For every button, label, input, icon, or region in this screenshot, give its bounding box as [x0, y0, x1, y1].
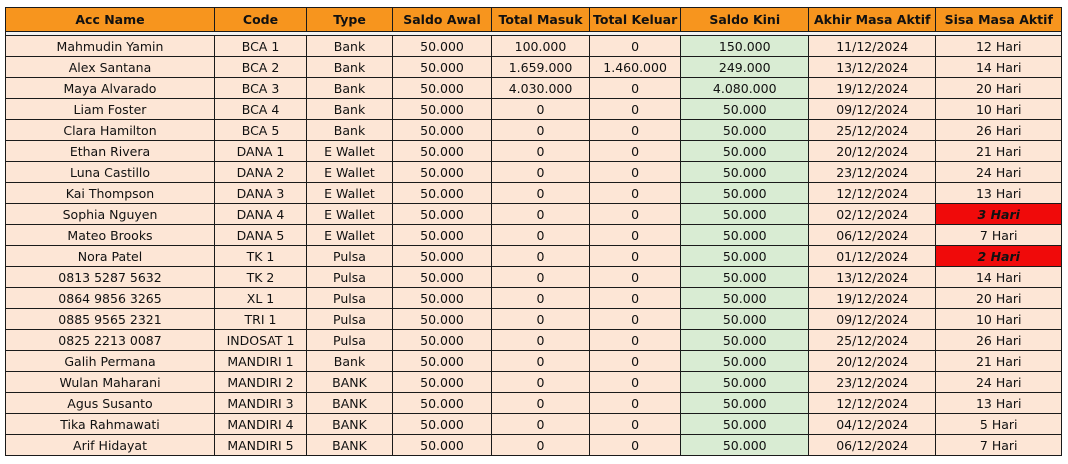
- cell-total-masuk[interactable]: 0: [492, 225, 590, 246]
- cell-saldo-awal[interactable]: 50.000: [393, 246, 492, 267]
- cell-total-masuk[interactable]: 0: [492, 309, 590, 330]
- cell-total-masuk[interactable]: 0: [492, 246, 590, 267]
- cell-sisa-masa-aktif[interactable]: 13 Hari: [936, 393, 1062, 414]
- cell-akhir-masa-aktif[interactable]: 25/12/2024: [809, 120, 936, 141]
- cell-total-masuk[interactable]: 0: [492, 393, 590, 414]
- cell-saldo-awal[interactable]: 50.000: [393, 372, 492, 393]
- cell-acc-name[interactable]: 0864 9856 3265: [6, 288, 215, 309]
- table-row: [6, 183, 1062, 204]
- cell-sisa-masa-aktif[interactable]: 20 Hari: [936, 78, 1062, 99]
- cell-total-keluar[interactable]: 0: [590, 435, 681, 456]
- cell-saldo-kini[interactable]: 50.000: [681, 120, 809, 141]
- cell-code[interactable]: DANA 1: [215, 141, 307, 162]
- cell-saldo-kini[interactable]: 50.000: [681, 414, 809, 435]
- cell-saldo-awal[interactable]: 50.000: [393, 330, 492, 351]
- header-code[interactable]: Code: [215, 8, 307, 32]
- cell-sisa-masa-aktif[interactable]: 10 Hari: [936, 309, 1062, 330]
- cell-sisa-masa-aktif[interactable]: 26 Hari: [936, 120, 1062, 141]
- cell-total-keluar[interactable]: 0: [590, 162, 681, 183]
- cell-type[interactable]: Bank: [307, 351, 393, 372]
- cell-saldo-awal[interactable]: 50.000: [393, 225, 492, 246]
- cell-akhir-masa-aktif[interactable]: 23/12/2024: [809, 372, 936, 393]
- cell-sisa-masa-aktif[interactable]: 26 Hari: [936, 330, 1062, 351]
- cell-total-keluar[interactable]: 0: [590, 78, 681, 99]
- cell-type[interactable]: Bank: [307, 36, 393, 57]
- cell-total-masuk[interactable]: 0: [492, 435, 590, 456]
- cell-saldo-awal[interactable]: 50.000: [393, 120, 492, 141]
- cell-total-masuk[interactable]: 0: [492, 141, 590, 162]
- cell-sisa-masa-aktif[interactable]: 21 Hari: [936, 141, 1062, 162]
- cell-saldo-kini[interactable]: 150.000: [681, 36, 809, 57]
- cell-saldo-awal[interactable]: 50.000: [393, 435, 492, 456]
- table-row: [6, 393, 1062, 414]
- cell-saldo-awal[interactable]: 50.000: [393, 351, 492, 372]
- cell-type[interactable]: E Wallet: [307, 141, 393, 162]
- cell-saldo-awal[interactable]: 50.000: [393, 204, 492, 225]
- cell-sisa-masa-aktif[interactable]: 24 Hari: [936, 372, 1062, 393]
- cell-saldo-awal[interactable]: 50.000: [393, 393, 492, 414]
- cell-type[interactable]: BANK: [307, 414, 393, 435]
- cell-saldo-kini[interactable]: 50.000: [681, 372, 809, 393]
- cell-type[interactable]: Bank: [307, 78, 393, 99]
- cell-saldo-awal[interactable]: 50.000: [393, 57, 492, 78]
- cell-total-masuk[interactable]: 0: [492, 351, 590, 372]
- table-row: [6, 162, 1062, 183]
- cell-saldo-awal[interactable]: 50.000: [393, 267, 492, 288]
- cell-acc-name[interactable]: Kai Thompson: [6, 183, 215, 204]
- cell-total-masuk[interactable]: 0: [492, 414, 590, 435]
- table-row: [6, 372, 1062, 393]
- cell-acc-name[interactable]: Maya Alvarado: [6, 78, 215, 99]
- cell-saldo-kini[interactable]: 50.000: [681, 204, 809, 225]
- table-row: [6, 414, 1062, 435]
- cell-akhir-masa-aktif[interactable]: 02/12/2024: [809, 204, 936, 225]
- cell-type[interactable]: E Wallet: [307, 204, 393, 225]
- cell-code[interactable]: MANDIRI 2: [215, 372, 307, 393]
- cell-code[interactable]: MANDIRI 5: [215, 435, 307, 456]
- cell-code[interactable]: TK 1: [215, 246, 307, 267]
- header-total-keluar[interactable]: Total Keluar: [590, 8, 681, 32]
- cell-saldo-kini[interactable]: 50.000: [681, 162, 809, 183]
- cell-saldo-kini[interactable]: 50.000: [681, 183, 809, 204]
- header-sisa-masa-aktif[interactable]: Sisa Masa Aktif: [936, 8, 1062, 32]
- cell-saldo-awal[interactable]: 50.000: [393, 414, 492, 435]
- cell-code[interactable]: DANA 2: [215, 162, 307, 183]
- cell-saldo-awal[interactable]: 50.000: [393, 36, 492, 57]
- cell-acc-name[interactable]: Arif Hidayat: [6, 435, 215, 456]
- cell-type[interactable]: Bank: [307, 99, 393, 120]
- cell-total-keluar[interactable]: 0: [590, 183, 681, 204]
- cell-acc-name[interactable]: Mahmudin Yamin: [6, 36, 215, 57]
- cell-sisa-masa-aktif[interactable]: 21 Hari: [936, 351, 1062, 372]
- table-row: [6, 246, 1062, 267]
- cell-acc-name[interactable]: Liam Foster: [6, 99, 215, 120]
- cell-saldo-kini[interactable]: 249.000: [681, 57, 809, 78]
- cell-code[interactable]: MANDIRI 1: [215, 351, 307, 372]
- cell-akhir-masa-aktif[interactable]: 09/12/2024: [809, 309, 936, 330]
- cell-saldo-kini[interactable]: 50.000: [681, 309, 809, 330]
- cell-akhir-masa-aktif[interactable]: 01/12/2024: [809, 246, 936, 267]
- bottom-margin: [0, 457, 1068, 464]
- cell-code[interactable]: BCA 4: [215, 99, 307, 120]
- cell-total-keluar[interactable]: 0: [590, 414, 681, 435]
- cell-total-masuk[interactable]: 1.659.000: [492, 57, 590, 78]
- cell-saldo-kini[interactable]: 50.000: [681, 393, 809, 414]
- cell-total-keluar[interactable]: 0: [590, 393, 681, 414]
- cell-akhir-masa-aktif[interactable]: 20/12/2024: [809, 141, 936, 162]
- cell-saldo-kini[interactable]: 50.000: [681, 330, 809, 351]
- table-row: [6, 141, 1062, 162]
- cell-code[interactable]: XL 1: [215, 288, 307, 309]
- cell-code[interactable]: DANA 5: [215, 225, 307, 246]
- cell-sisa-masa-aktif[interactable]: 14 Hari: [936, 267, 1062, 288]
- cell-code[interactable]: BCA 1: [215, 36, 307, 57]
- cell-total-masuk[interactable]: 0: [492, 372, 590, 393]
- table-row: [6, 120, 1062, 141]
- table-row: [6, 351, 1062, 372]
- cell-acc-name[interactable]: Agus Susanto: [6, 393, 215, 414]
- cell-akhir-masa-aktif[interactable]: 06/12/2024: [809, 435, 936, 456]
- cell-acc-name[interactable]: Clara Hamilton: [6, 120, 215, 141]
- cell-akhir-masa-aktif[interactable]: 09/12/2024: [809, 99, 936, 120]
- cell-akhir-masa-aktif[interactable]: 13/12/2024: [809, 57, 936, 78]
- cell-type[interactable]: Bank: [307, 120, 393, 141]
- cell-total-keluar[interactable]: 0: [590, 204, 681, 225]
- cell-total-keluar[interactable]: 0: [590, 309, 681, 330]
- header-saldo-kini[interactable]: Saldo Kini: [681, 8, 809, 32]
- cell-type[interactable]: Pulsa: [307, 288, 393, 309]
- table-row: [6, 435, 1062, 456]
- cell-type[interactable]: BANK: [307, 435, 393, 456]
- cell-saldo-kini[interactable]: 50.000: [681, 351, 809, 372]
- cell-total-keluar[interactable]: 0: [590, 372, 681, 393]
- header-type[interactable]: Type: [307, 8, 393, 32]
- cell-total-masuk[interactable]: 0: [492, 183, 590, 204]
- cell-type[interactable]: E Wallet: [307, 162, 393, 183]
- cell-type[interactable]: BANK: [307, 393, 393, 414]
- cell-saldo-kini[interactable]: 50.000: [681, 225, 809, 246]
- table-row: [6, 36, 1062, 57]
- header-saldo-awal[interactable]: Saldo Awal: [393, 8, 492, 32]
- cell-saldo-kini[interactable]: 50.000: [681, 267, 809, 288]
- cell-sisa-masa-aktif[interactable]: 14 Hari: [936, 57, 1062, 78]
- cell-acc-name[interactable]: Nora Patel: [6, 246, 215, 267]
- cell-code[interactable]: BCA 2: [215, 57, 307, 78]
- header-row: [6, 8, 1062, 32]
- table-row: [6, 204, 1062, 225]
- cell-acc-name[interactable]: Mateo Brooks: [6, 225, 215, 246]
- cell-saldo-awal[interactable]: 50.000: [393, 288, 492, 309]
- cell-total-keluar[interactable]: 0: [590, 99, 681, 120]
- cell-total-masuk[interactable]: 0: [492, 330, 590, 351]
- cell-total-masuk[interactable]: 0: [492, 267, 590, 288]
- cell-akhir-masa-aktif[interactable]: 12/12/2024: [809, 393, 936, 414]
- header-total-masuk[interactable]: Total Masuk: [492, 8, 590, 32]
- cell-akhir-masa-aktif[interactable]: 12/12/2024: [809, 183, 936, 204]
- cell-akhir-masa-aktif[interactable]: 04/12/2024: [809, 414, 936, 435]
- header-akhir-masa-aktif[interactable]: Akhir Masa Aktif: [809, 8, 936, 32]
- header-acc-name[interactable]: Acc Name: [6, 8, 215, 32]
- cell-type[interactable]: BANK: [307, 372, 393, 393]
- cell-total-masuk[interactable]: 0: [492, 288, 590, 309]
- cell-type[interactable]: Pulsa: [307, 309, 393, 330]
- accounts-table: [5, 7, 1062, 456]
- cell-sisa-masa-aktif[interactable]: 2 Hari: [936, 246, 1062, 267]
- cell-type[interactable]: Pulsa: [307, 246, 393, 267]
- cell-acc-name[interactable]: Tika Rahmawati: [6, 414, 215, 435]
- cell-saldo-awal[interactable]: 50.000: [393, 162, 492, 183]
- cell-code[interactable]: TRI 1: [215, 309, 307, 330]
- table-row: [6, 330, 1062, 351]
- cell-sisa-masa-aktif[interactable]: 7 Hari: [936, 225, 1062, 246]
- cell-code[interactable]: DANA 4: [215, 204, 307, 225]
- cell-acc-name[interactable]: Ethan Rivera: [6, 141, 215, 162]
- cell-total-keluar[interactable]: 0: [590, 36, 681, 57]
- table-row: [6, 57, 1062, 78]
- cell-saldo-kini[interactable]: 50.000: [681, 435, 809, 456]
- cell-code[interactable]: DANA 3: [215, 183, 307, 204]
- cell-total-keluar[interactable]: 0: [590, 225, 681, 246]
- cell-total-masuk[interactable]: 0: [492, 204, 590, 225]
- cell-type[interactable]: E Wallet: [307, 183, 393, 204]
- table-row: [6, 267, 1062, 288]
- table-row: [6, 78, 1062, 99]
- cell-saldo-kini[interactable]: 4.080.000: [681, 78, 809, 99]
- cell-saldo-awal[interactable]: 50.000: [393, 141, 492, 162]
- cell-total-masuk[interactable]: 0: [492, 162, 590, 183]
- cell-saldo-awal[interactable]: 50.000: [393, 99, 492, 120]
- cell-total-keluar[interactable]: 1.460.000: [590, 57, 681, 78]
- cell-total-keluar[interactable]: 0: [590, 288, 681, 309]
- cell-sisa-masa-aktif[interactable]: 5 Hari: [936, 414, 1062, 435]
- cell-akhir-masa-aktif[interactable]: 23/12/2024: [809, 162, 936, 183]
- cell-saldo-kini[interactable]: 50.000: [681, 246, 809, 267]
- cell-akhir-masa-aktif[interactable]: 13/12/2024: [809, 267, 936, 288]
- cell-saldo-awal[interactable]: 50.000: [393, 309, 492, 330]
- cell-acc-name[interactable]: Alex Santana: [6, 57, 215, 78]
- table-row: [6, 99, 1062, 120]
- table-body: [6, 32, 1062, 456]
- cell-sisa-masa-aktif[interactable]: 3 Hari: [936, 204, 1062, 225]
- cell-akhir-masa-aktif[interactable]: 20/12/2024: [809, 351, 936, 372]
- cell-type[interactable]: Pulsa: [307, 330, 393, 351]
- cell-code[interactable]: TK 2: [215, 267, 307, 288]
- cell-total-keluar[interactable]: 0: [590, 330, 681, 351]
- cell-type[interactable]: E Wallet: [307, 225, 393, 246]
- cell-total-keluar[interactable]: 0: [590, 141, 681, 162]
- cell-acc-name[interactable]: Wulan Maharani: [6, 372, 215, 393]
- cell-acc-name[interactable]: Luna Castillo: [6, 162, 215, 183]
- cell-total-masuk[interactable]: 4.030.000: [492, 78, 590, 99]
- cell-code[interactable]: INDOSAT 1: [215, 330, 307, 351]
- cell-sisa-masa-aktif[interactable]: 12 Hari: [936, 36, 1062, 57]
- cell-total-keluar[interactable]: 0: [590, 246, 681, 267]
- cell-code[interactable]: BCA 3: [215, 78, 307, 99]
- cell-akhir-masa-aktif[interactable]: 11/12/2024: [809, 36, 936, 57]
- cell-akhir-masa-aktif[interactable]: 06/12/2024: [809, 225, 936, 246]
- cell-code[interactable]: MANDIRI 4: [215, 414, 307, 435]
- cell-total-keluar[interactable]: 0: [590, 267, 681, 288]
- cell-akhir-masa-aktif[interactable]: 19/12/2024: [809, 78, 936, 99]
- cell-sisa-masa-aktif[interactable]: 24 Hari: [936, 162, 1062, 183]
- cell-total-masuk[interactable]: 0: [492, 99, 590, 120]
- cell-total-masuk[interactable]: 0: [492, 120, 590, 141]
- cell-saldo-kini[interactable]: 50.000: [681, 141, 809, 162]
- cell-saldo-awal[interactable]: 50.000: [393, 183, 492, 204]
- cell-acc-name[interactable]: 0813 5287 5632: [6, 267, 215, 288]
- cell-sisa-masa-aktif[interactable]: 20 Hari: [936, 288, 1062, 309]
- cell-saldo-kini[interactable]: 50.000: [681, 99, 809, 120]
- cell-sisa-masa-aktif[interactable]: 13 Hari: [936, 183, 1062, 204]
- cell-code[interactable]: MANDIRI 3: [215, 393, 307, 414]
- table-row: [6, 309, 1062, 330]
- cell-total-masuk[interactable]: 100.000: [492, 36, 590, 57]
- cell-code[interactable]: BCA 5: [215, 120, 307, 141]
- cell-akhir-masa-aktif[interactable]: 25/12/2024: [809, 330, 936, 351]
- cell-saldo-awal[interactable]: 50.000: [393, 78, 492, 99]
- cell-acc-name[interactable]: 0885 9565 2321: [6, 309, 215, 330]
- cell-acc-name[interactable]: Sophia Nguyen: [6, 204, 215, 225]
- cell-sisa-masa-aktif[interactable]: 7 Hari: [936, 435, 1062, 456]
- table-row: [6, 288, 1062, 309]
- cell-sisa-masa-aktif[interactable]: 10 Hari: [936, 99, 1062, 120]
- cell-total-keluar[interactable]: 0: [590, 351, 681, 372]
- cell-acc-name[interactable]: Galih Permana: [6, 351, 215, 372]
- cell-total-keluar[interactable]: 0: [590, 120, 681, 141]
- cell-type[interactable]: Pulsa: [307, 267, 393, 288]
- cell-type[interactable]: Bank: [307, 57, 393, 78]
- cell-saldo-kini[interactable]: 50.000: [681, 288, 809, 309]
- table-row: [6, 225, 1062, 246]
- cell-akhir-masa-aktif[interactable]: 19/12/2024: [809, 288, 936, 309]
- cell-acc-name[interactable]: 0825 2213 0087: [6, 330, 215, 351]
